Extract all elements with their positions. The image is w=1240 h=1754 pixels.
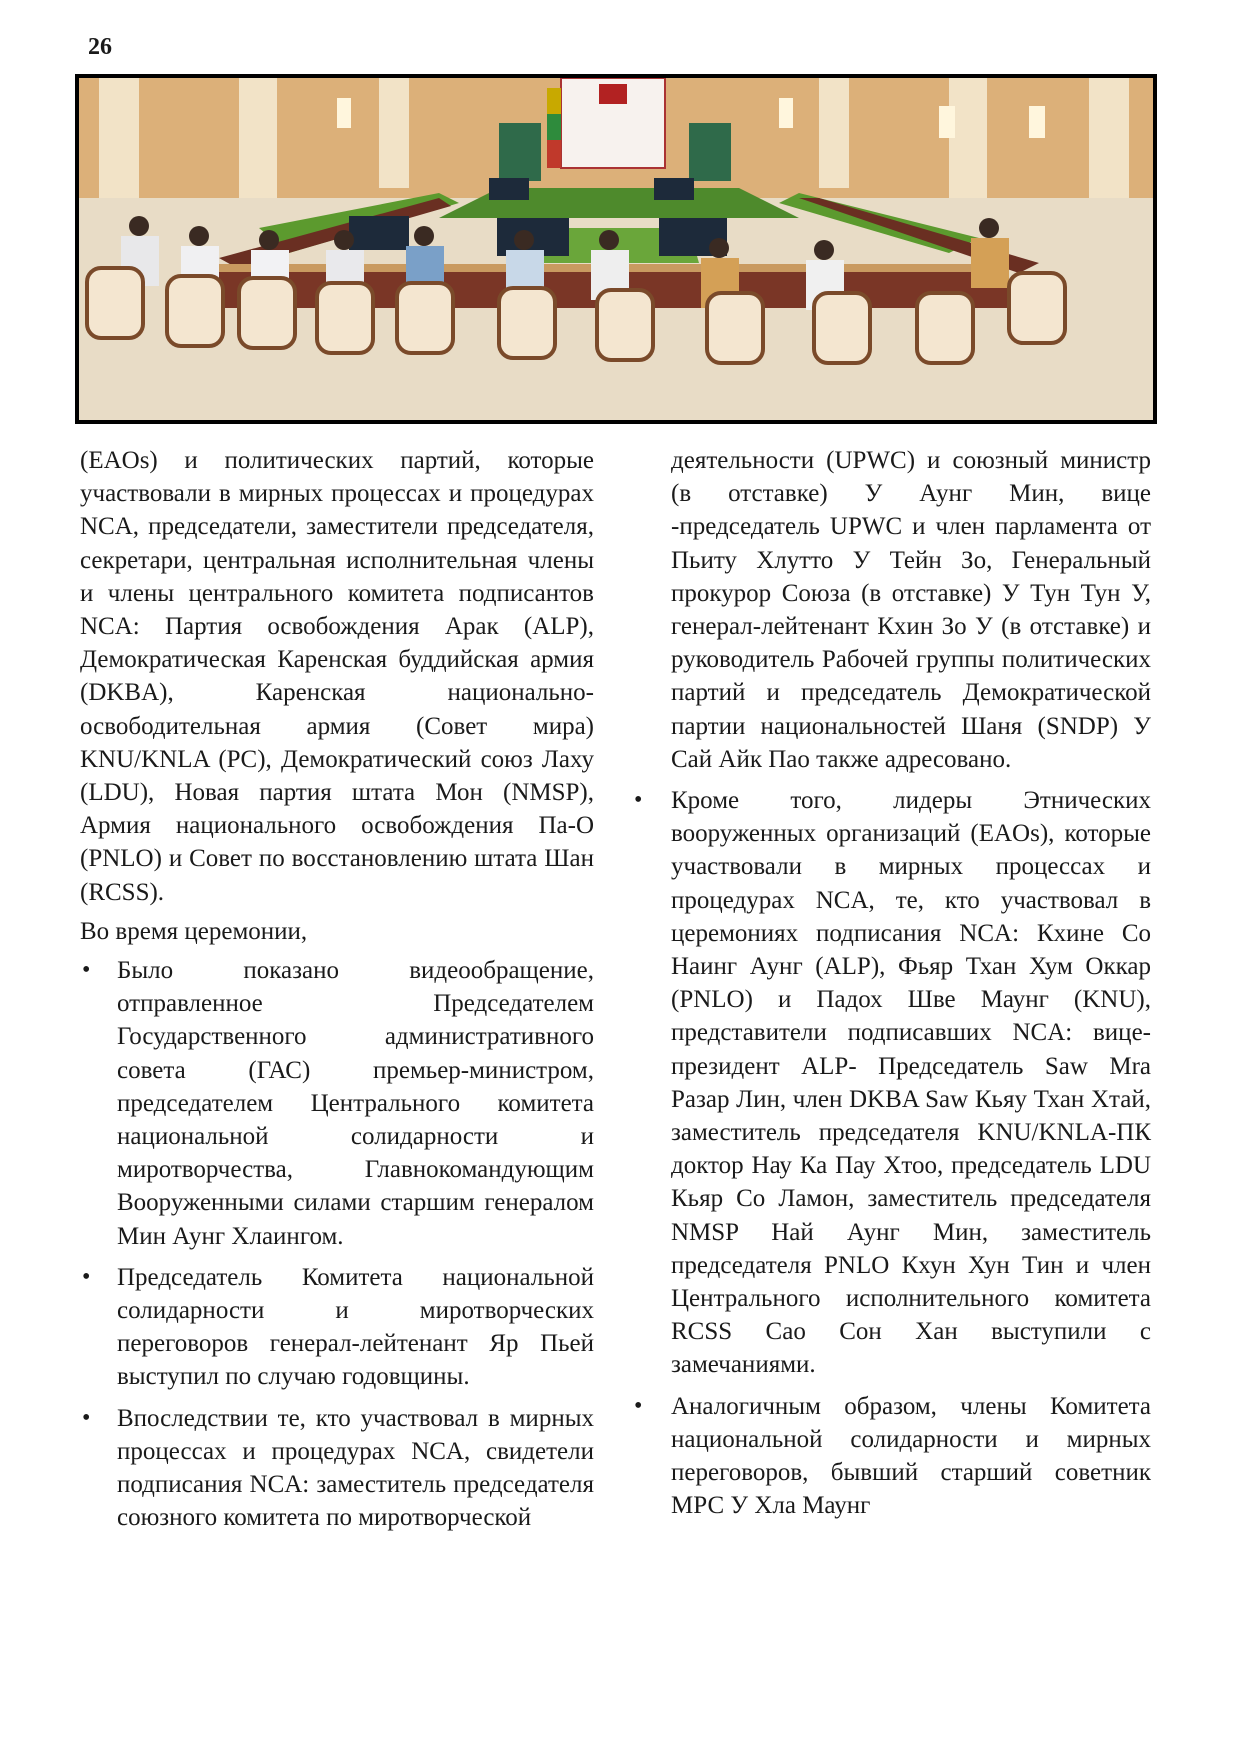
page-number: 26	[88, 34, 112, 60]
list-item: • Было показано видеообращение, отправленное Председателем Государственного административного совета (ГАС) премьер-министром, председателем Центрального комитета национальной солидарности и миротворчества, Главнокомандующим Вооруженными силами старшим генералом Мин Аунг Хлаингом.	[80, 954, 594, 1253]
ceremony-intro: Во время церемонии,	[80, 917, 308, 945]
bullet-list	[671, 784, 1151, 1522]
list-item: • Аналогичным образом, члены Комитета национальной солидарности и мирных переговоров, бывший старший советник МРС У Хла Маунг	[671, 1390, 1151, 1523]
list-item: • Кроме того, лидеры Этнических вооруженных организаций (EAOs), которые участвовали в мирных процессах и процедурах NCA, те, кто участвовал в церемониях подписания NCA: Кхине Со Наинг Аунг (ALP), Фьяр Тхан Хум Оккар (PNLO) и Падох Шве Маунг (KNU), представители подписавших NCA: вице-президент ALP- Председатель Saw Mra Разар Лин, член DKBA Saw Кьяу Тхан Хтай, заместитель председателя KNU/KNLA-ПК доктор Нау Ка Пау Хтоо, председатель LDU Кьяр Со Ламон, заместитель председателя NMSP Най Аунг Мин, заместитель председателя PNLO Кхун Хун Тин и член Центрального исполнительного комитета RCSS Сао Сон Хан выступили с замечаниями.	[671, 784, 1151, 1382]
meeting-photo	[75, 74, 1157, 424]
list-item: • Председатель Комитета национальной солидарности и миротворческих переговоров генерал-лейтенант Яр Пьей выступил по случаю годовщины.	[80, 1261, 594, 1394]
meeting-hall-illustration	[79, 78, 1153, 420]
list-item: • Впоследствии те, кто участвовал в мирных процессах и процедурах NCA, свидетели подписания NCA: заместитель председателя союзного комитета по миротворческой	[80, 1402, 594, 1535]
right-column	[671, 444, 1151, 1531]
left-column	[80, 444, 594, 1543]
bullet-list	[80, 954, 594, 1534]
body-paragraph: деятельности (UPWC) и союзный министр (в отставке) У Аунг Мин, вице -председатель UPWC и член парламента от Пьиту Хлутто У Тейн Зо, Генеральный прокурор Союза (в отставке) У Тун Тун У, генерал-лейтенант Кхин Зо У (в отставке) и руководитель Рабочей группы политических партий и председатель Демократической партии национальностей Шаня (SNDP) У Сай Айк Пао также адресовано.	[671, 447, 1151, 773]
body-paragraph: (EAOs) и политических партий, которые участвовали в мирных процессах и процедурах NCA, председатели, заместители председателя, секретари, центральная исполнительная члены и члены центрального комитета подписантов NCA: Партия освобождения Арак (ALP), Демократическая Каренская буддийская армия (DKBA), Каренская национально-освободительная армия (Совет мира) KNU/KNLA (PC), Демократический союз Лаху (LDU), Новая партия штата Мон (NMSP), Армия национального освобождения Па-О (PNLO) и Совет по восстановлению штата Шан (RCSS).	[80, 447, 594, 906]
